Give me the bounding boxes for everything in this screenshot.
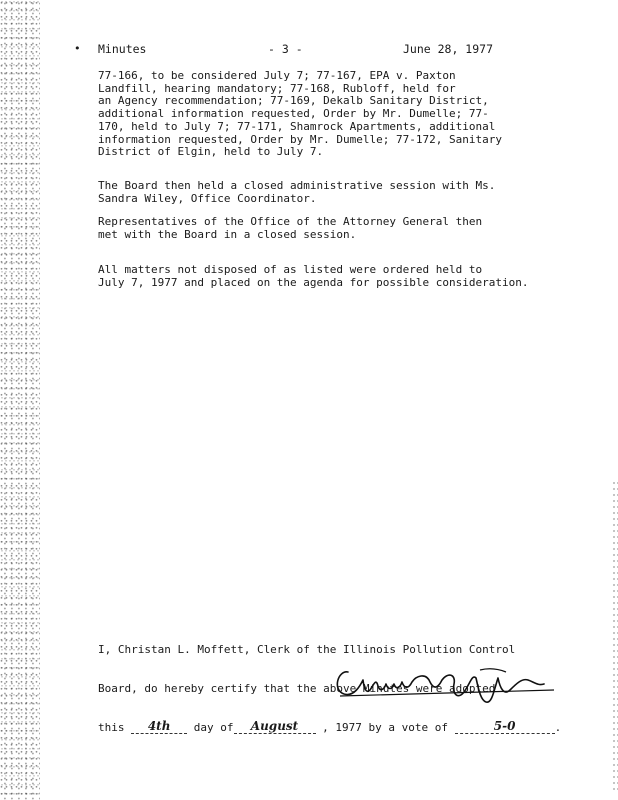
vote-fill (455, 721, 555, 734)
cert-this-label: this (98, 721, 125, 734)
page-number: - 3 - (268, 42, 303, 56)
cert-year-label: , 1977 by a vote of (322, 721, 448, 734)
month-fill (234, 721, 316, 734)
header-title: Minutes (98, 42, 147, 56)
cert-end: . (554, 721, 562, 734)
page-header (98, 42, 508, 58)
scan-edge-right (612, 480, 618, 790)
paragraph-matters-held: All matters not disposed of as listed were ordered held to July 7, 1977 and placed on the agenda for possible consideration. (98, 263, 529, 289)
cert-day-label: day of (193, 721, 234, 734)
scan-edge-left (0, 0, 40, 800)
cert-line-1: I, Christan L. Moffett, Clerk of the Illinois Pollution Control (98, 643, 516, 656)
day-handwritten: 4th (147, 719, 171, 733)
vote-handwritten: 5-0 (493, 719, 516, 733)
signature-image (330, 660, 560, 710)
header-date: June 28, 1977 (403, 42, 494, 56)
day-fill (131, 721, 187, 734)
cert-line-2: Board, do hereby certify that the above Minutes were adopted (98, 682, 496, 695)
margin-mark: • (74, 42, 81, 55)
month-handwritten: August (250, 719, 299, 733)
paragraph-closed-session: The Board then held a closed administrative session with Ms. Sandra Wiley, Office Coordinator. (98, 179, 496, 205)
paragraph-attorney-general: Representatives of the Office of the Attorney General then met with the Board in a closed session. (98, 215, 483, 241)
paragraph-case-list: 77-166, to be considered July 7; 77-167, EPA v. Paxton Landfill, hearing mandatory; 77-168, Rubloff, held for an Agency recommendation; 77-169, Dekalb Sanitary District, additional information requested, Order by Mr. Dumelle; 77- 170, held to July 7; 77-171, Shamrock Apartments, additional information requested, Order by Mr. Dumelle; 77-172, Sanitary District of Elgin, held to July 7. (98, 69, 502, 159)
cert-line-3 (98, 721, 578, 734)
